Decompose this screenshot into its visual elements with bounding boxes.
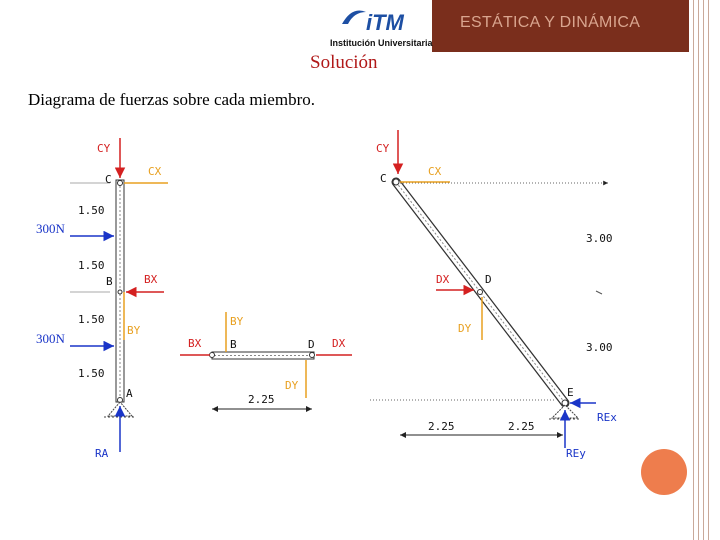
joint-c-member-cde bbox=[393, 179, 399, 185]
joint-c bbox=[118, 181, 123, 186]
decorative-circle bbox=[641, 449, 687, 495]
node-label-c: C bbox=[105, 173, 112, 186]
dimension-label: 2.25 bbox=[248, 393, 275, 406]
node-label-a: A bbox=[126, 387, 133, 400]
logo-text: iTM bbox=[366, 10, 404, 35]
dimension-label: 3.00 bbox=[586, 341, 613, 354]
joint-d-member-cde bbox=[478, 290, 483, 295]
node-label-b: B bbox=[230, 338, 237, 351]
subtitle: Diagrama de fuerzas sobre cada miembro. bbox=[28, 90, 315, 109]
joint-b bbox=[118, 290, 122, 294]
dimension-label: 3.00 bbox=[586, 232, 613, 245]
node-label-d: D bbox=[485, 273, 492, 286]
member-abc bbox=[36, 138, 168, 460]
force-label-dx: DX bbox=[436, 273, 450, 286]
force-label-rey: REy bbox=[566, 447, 586, 460]
member-bd bbox=[180, 312, 352, 409]
force-label-dx: DX bbox=[332, 337, 346, 350]
dimension-label: 1.50 bbox=[78, 367, 105, 380]
logo-subtitle: Institución Universitaria bbox=[330, 38, 433, 48]
section-heading: Solución bbox=[310, 52, 378, 73]
page-title: ESTÁTICA Y DINÁMICA bbox=[460, 14, 641, 31]
force-label-ra: RA bbox=[95, 447, 109, 460]
node-label-e: E bbox=[567, 386, 574, 399]
dimension-label: 1.50 bbox=[78, 204, 105, 217]
force-label-cx: CX bbox=[148, 165, 162, 178]
force-label-by: BY bbox=[230, 315, 244, 328]
force-label-rex: REx bbox=[597, 411, 617, 424]
node-label-b: B bbox=[106, 275, 113, 288]
force-label-dy: DY bbox=[458, 322, 472, 335]
dimension-label: 2.25 bbox=[508, 420, 535, 433]
dimension-label: 2.25 bbox=[428, 420, 455, 433]
dimension-label: 1.50 bbox=[78, 259, 105, 272]
node-label-c: C bbox=[380, 172, 387, 185]
force-label-load-top: 300N bbox=[36, 221, 65, 236]
member-cde bbox=[370, 130, 617, 460]
force-label-cy: CY bbox=[97, 142, 111, 155]
joint-b-member-bd bbox=[210, 353, 215, 358]
dimension-label: 1.50 bbox=[78, 313, 105, 326]
force-label-dy: DY bbox=[285, 379, 299, 392]
force-label-bx: BX bbox=[144, 273, 158, 286]
node-label-d: D bbox=[308, 338, 315, 351]
force-label-by: BY bbox=[127, 324, 141, 337]
force-label-bx: BX bbox=[188, 337, 202, 350]
force-label-cy: CY bbox=[376, 142, 390, 155]
force-label-load-bottom: 300N bbox=[36, 331, 65, 346]
joint-d-member-bd bbox=[310, 353, 315, 358]
force-label-cx: CX bbox=[428, 165, 442, 178]
